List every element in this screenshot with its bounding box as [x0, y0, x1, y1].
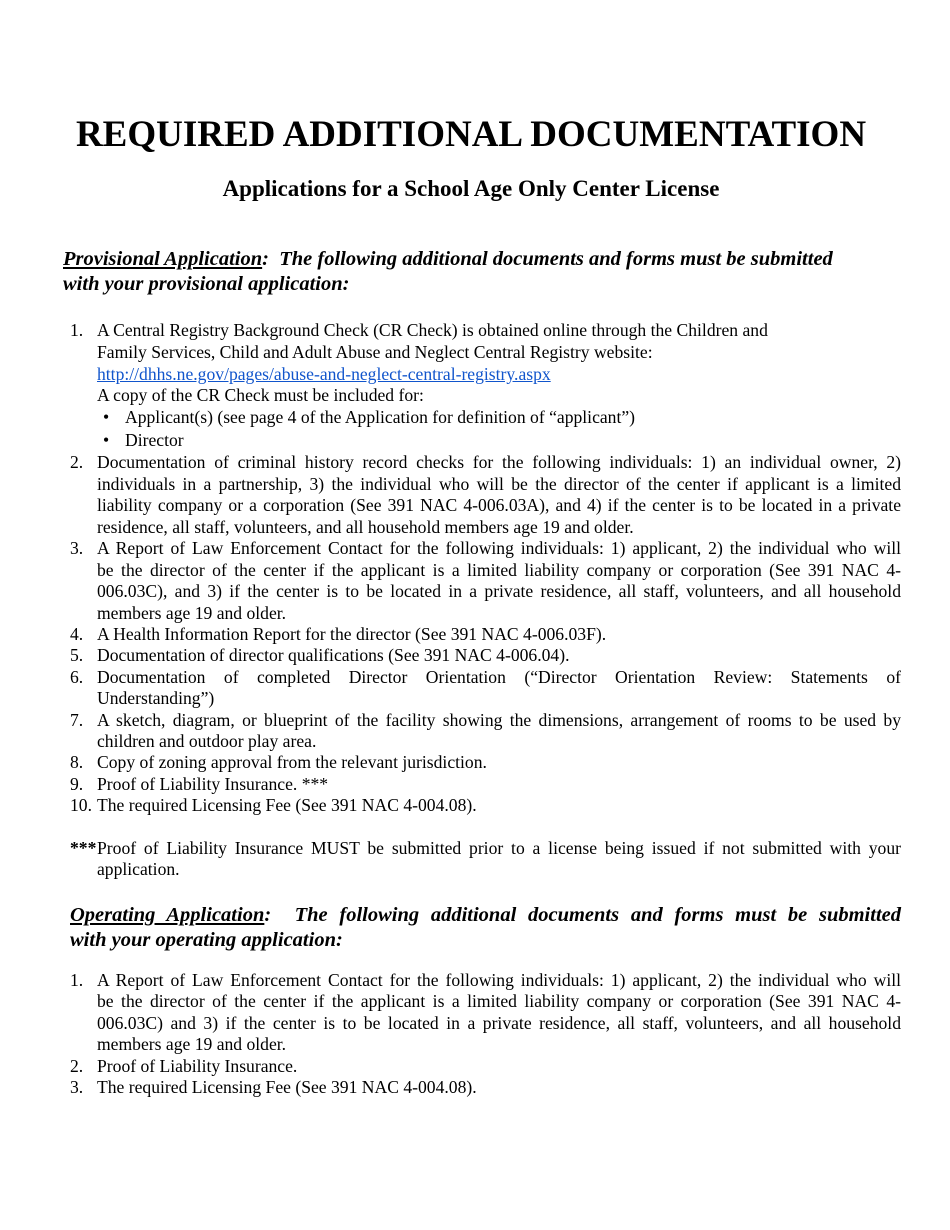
prov-item-1-line: Family Services, Child and Adult Abuse and Neglect Central Registry website:: [97, 342, 653, 362]
prov-item-5-number: 5.: [70, 645, 84, 665]
prov-item-7-number: 7.: [70, 710, 84, 730]
footnote-line2: application.: [97, 859, 180, 879]
prov-item-1-number: 1.: [70, 320, 84, 340]
prov-item-3-number: 3.: [70, 538, 84, 558]
page-subtitle: Applications for a School Age Only Center License: [222, 176, 720, 201]
provisional-label: Provisional Application: [63, 248, 263, 270]
prov-item-8-number: 8.: [70, 752, 84, 772]
operating-intro-line2: with your operating application:: [70, 929, 343, 951]
prov-item-2-line: individuals in a partnership, 3) the individual who will be the director of the center if applicant is a limited: [97, 474, 901, 494]
prov-item-1-note: A copy of the CR Check must be included for:: [97, 385, 424, 405]
bullet-icon: •: [103, 430, 110, 450]
prov-item-6-line: Documentation of completed Director Orientation (“Director Orientation Review: Statements of: [97, 667, 901, 687]
op-item-1-line: be the director of the center if the applicant is a limited liability company or corporation (See 391 NAC 4-: [97, 991, 901, 1011]
operating-label: Operating Application: [70, 904, 265, 926]
prov-item-3-line: be the director of the center if the applicant is a limited liability company or corporation (See 391 NAC 4-: [97, 560, 901, 580]
op-item-2-number: 2.: [70, 1056, 84, 1076]
prov-item-3-line: A Report of Law Enforcement Contact for the following individuals: 1) applicant, 2) the individual who will: [97, 538, 901, 558]
op-item-1-number: 1.: [70, 970, 84, 990]
prov-item-9-number: 9.: [70, 774, 84, 794]
prov-item-8-line: Copy of zoning approval from the relevant jurisdiction.: [97, 752, 487, 772]
op-item-3-number: 3.: [70, 1077, 84, 1097]
operating-intro-line1: The following additional documents and forms must be submitted: [294, 904, 901, 926]
page-title: REQUIRED ADDITIONAL DOCUMENTATION: [75, 114, 867, 155]
operating-heading-line1: [70, 903, 901, 927]
provisional-heading-line1: [63, 247, 833, 271]
prov-item-3-line: members age 19 and older.: [97, 603, 287, 623]
prov-item-7-line: A sketch, diagram, or blueprint of the facility showing the dimensions, arrangement of rooms to be used by: [97, 710, 901, 730]
provisional-intro-line1: The following additional documents and forms must be submitted: [279, 248, 833, 270]
op-item-1-line: A Report of Law Enforcement Contact for the following individuals: 1) applicant, 2) the individual who will: [97, 970, 901, 990]
prov-item-10-number: 10.: [70, 795, 92, 815]
prov-item-9-line: Proof of Liability Insurance. ***: [97, 774, 329, 794]
provisional-colon: :: [262, 248, 269, 270]
prov-item-4-number: 4.: [70, 624, 84, 644]
prov-item-6-line: Understanding”): [97, 688, 215, 708]
prov-item-10-line: The required Licensing Fee (See 391 NAC 4-004.08).: [97, 795, 477, 815]
op-item-3-line: The required Licensing Fee (See 391 NAC 4-004.08).: [97, 1077, 477, 1097]
op-item-1-line: members age 19 and older.: [97, 1034, 287, 1054]
prov-item-5-line: Documentation of director qualifications (See 391 NAC 4-006.04).: [97, 645, 570, 665]
prov-item-3-line: 006.03C), and 3) if the center is to be located in a private residence, all staff, volunteers, and all household: [97, 581, 901, 601]
prov-item-1-bullet: Applicant(s) (see page 4 of the Application for definition of “applicant”): [125, 407, 636, 427]
prov-item-1-line: A Central Registry Background Check (CR Check) is obtained online through the Children and: [97, 320, 768, 340]
prov-item-6-number: 6.: [70, 667, 84, 687]
operating-colon: :: [264, 904, 272, 926]
prov-item-1-bullet: Director: [125, 430, 184, 450]
prov-item-2-line: Documentation of criminal history record checks for the following individuals: 1) an individual owner, 2): [97, 452, 901, 472]
prov-item-4-line: A Health Information Report for the director (See 391 NAC 4-006.03F).: [97, 624, 607, 644]
prov-item-2-line: residence, all staff, volunteers, and all household members age 19 and older.: [97, 517, 634, 537]
footnote-mark: ***: [70, 838, 97, 858]
footnote-line1: Proof of Liability Insurance MUST be submitted prior to a license being issued if not submitted with your: [97, 838, 901, 858]
central-registry-link[interactable]: http://dhhs.ne.gov/pages/abuse-and-neglect-central-registry.aspx: [97, 364, 551, 384]
bullet-icon: •: [103, 407, 110, 427]
op-item-2-line: Proof of Liability Insurance.: [97, 1056, 298, 1076]
provisional-intro-line2: with your provisional application:: [63, 273, 350, 295]
prov-item-2-line: liability company or a corporation (See 391 NAC 4-006.03A), and 4) if the center is to be located in a private: [97, 495, 901, 515]
prov-item-7-line: children and outdoor play area.: [97, 731, 317, 751]
op-item-1-line: 006.03C) and 3) if the center is to be located in a private residence, all staff, volunteers, and all household: [97, 1013, 901, 1033]
prov-item-2-number: 2.: [70, 452, 84, 472]
